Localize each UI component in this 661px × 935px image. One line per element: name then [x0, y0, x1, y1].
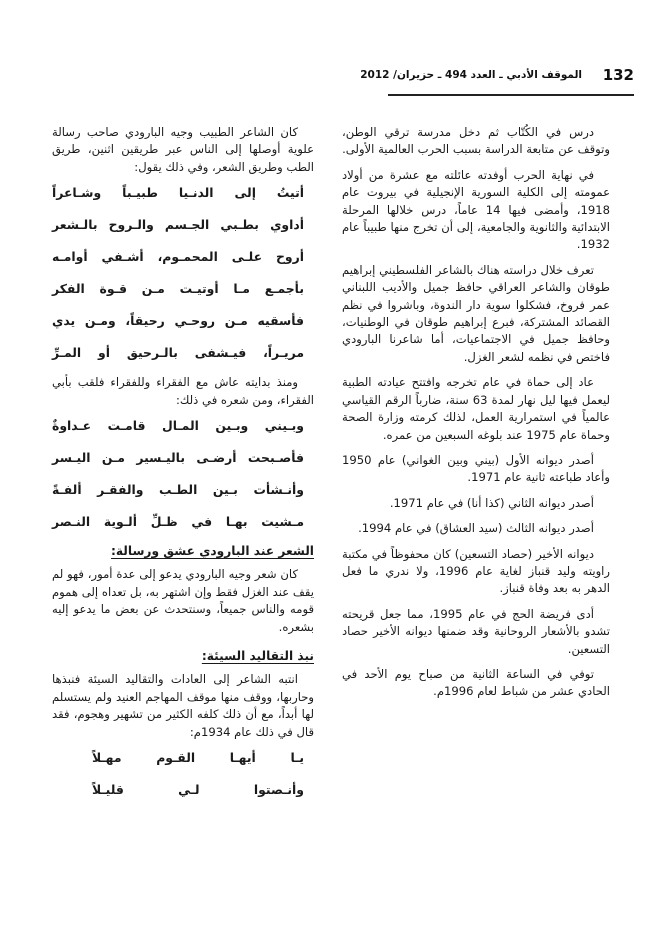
poem1-verse: فأسقيه مـن روحـي رحيقاً، ومـن يدي [52, 313, 304, 329]
paragraph-third-diwan: أصدر ديوانه الثالث (سيد العشاق) في عام 1994. [358, 521, 594, 536]
page-header [360, 66, 634, 92]
poem2-verse: وبـيني وبـين المـال قامـت عـداوةٌ [52, 418, 304, 434]
poem2-verse: مـشيت بهـا في ظـلِّ ألـوية النـصر [52, 514, 304, 530]
poem3-verse: يـا أيهـا القـوم مهـلاً [92, 750, 304, 766]
left-column [52, 124, 314, 813]
paragraph-hajj: أدى فريضة الحج في عام 1995، مما جعل قريحته تشدو بالأشعار الروحانية وقد ضمنها ديوانه الأخير حصاد التسعين. [342, 606, 610, 656]
intro-paragraph: كان الشاعر الطبيب وجيه البارودي صاحب رسالة علوية أوصلها إلى الناس عبر طريقين اثنين، طريق الطب وطريق الشعر، وفي ذلك يقول: [52, 125, 314, 174]
paragraph-clinic: عاد إلى حماة في عام تخرجه وافتتح عيادته الطبية ليعمل فيها ليل نهار لمدة 63 سنة، ضارباً الرقم القياسي عالمياً في استمرارية العمل، لذلك كرمته وزارة الصحة وحماة عام 1975 عند بلوغه السبعين من عمره. [342, 375, 610, 442]
header-rule [388, 94, 634, 96]
poem1-verse: أروح علـى المحمـوم، أشـفي أوامـه [52, 249, 304, 265]
poem1-verse: أتيتُ إلى الدنـيا طبيـباً وشـاعراً [52, 185, 304, 201]
paragraph-first-diwan: أصدر ديوانه الأول (بيني وبين الغواني) عام 1950 وأعاد طباعته ثانية عام 1971. [342, 452, 610, 485]
poem2-verse: وأنـشأت بـين الطـب والفقـر ألفـةً [52, 482, 304, 498]
mid-paragraph: ومنذ بدايته عاش مع الفقراء وللفقراء فلقب بأبي الفقراء، ومن شعره في ذلك: [52, 375, 314, 407]
paragraph-dar-al-nadwa: تعرف خلال دراسته هناك بالشاعر الفلسطيني إبراهيم طوقان والشاعر العراقي حافظ جميل والأديب اللبناني عمر فروخ، فشكلوا سوية دار الندوة، وباشروا في نظم القصائد المشتركة، فبرع إبراهيم طوقان في الوطنيات، وحافظ جميل في الاجتماعيات، أما شاعرنا البارودي فاختص في نظمه لشعر الغزل. [342, 262, 610, 364]
section-heading-bad-traditions: نبذ التقاليد السيئة: [201, 649, 314, 664]
poem1-verse: بأجمـع مـا أوتيـت مـن قـوة الفكر [52, 281, 304, 297]
paragraph-beirut: في نهاية الحرب أوفدته عائلته مع عشرة من أولاد عمومته إلى الكلية السورية الإنجيلية في بيروت عام 1918، وأمضى فيها 14 عاماً، درس خلالها المرحلة الابتدائية والثانوية والجامعية، إلى أن تخرج منها طبيباً عام 1932. [342, 167, 610, 252]
poem3-verse: وأنـصتوا لـي قليـلاً [92, 782, 304, 798]
section-heading-love-message: الشعر عند البارودي عشق ورسالة: [111, 544, 314, 559]
right-column [342, 124, 610, 709]
page-number: 132 [602, 66, 634, 84]
paragraph-last-diwan: ديوانه الأخير (حصاد التسعين) كان محفوظاً في مكتبة راويته وليد قنباز لغاية عام 1996، ولا ندري ما فعل الدهر به بعد وفاة قنباز. [342, 546, 610, 596]
paragraph-death: توفي في الساعة الثانية من صباح يوم الأحد في الحادي عشر من شباط لعام 1996م. [342, 666, 610, 699]
running-title: الموقف الأدبي ـ العدد 494 ـ حزيران/ 2012 [360, 69, 582, 81]
paragraph-education: درس في الكُتّاب ثم دخل مدرسة ترقي الوطن، وتوقف عن متابعة الدراسة بسبب الحرب العالمية الأولى. [342, 125, 610, 157]
poem1-verse: مريـراً، فيـشفى بالـرحيق أو المـرِّ [52, 345, 304, 361]
poem1-verse: أداوي بطـبي الجـسم والـروح بالـشعر [52, 217, 304, 233]
paragraph-second-diwan: أصدر ديوانه الثاني (كذا أنا) في عام 1971. [389, 495, 594, 510]
poem2-verse: فأصـبحت أرضـى باليـسير مـن اليـسر [52, 450, 304, 466]
paragraph-love-message: كان شعر وجيه البارودي يدعو إلى عدة أمور، فهو لم يقف عند الغزل فقط وإن اشتهر به، بل تعداه إلى هموم قومه والناس جميعاً، وسنتحدث عن بعض ما يدعو إليه بشعره. [52, 567, 314, 634]
paragraph-bad-traditions: انتبه الشاعر إلى العادات والتقاليد السيئة فنبذها وحاربها، ووقف منها موقف المهاجم العنيد ولم يستسلم لها أبداً، مع أن ذلك كلفه الكثير من تشهير وهجوم، فقد قال في ذلك عام 1934م: [52, 672, 314, 739]
